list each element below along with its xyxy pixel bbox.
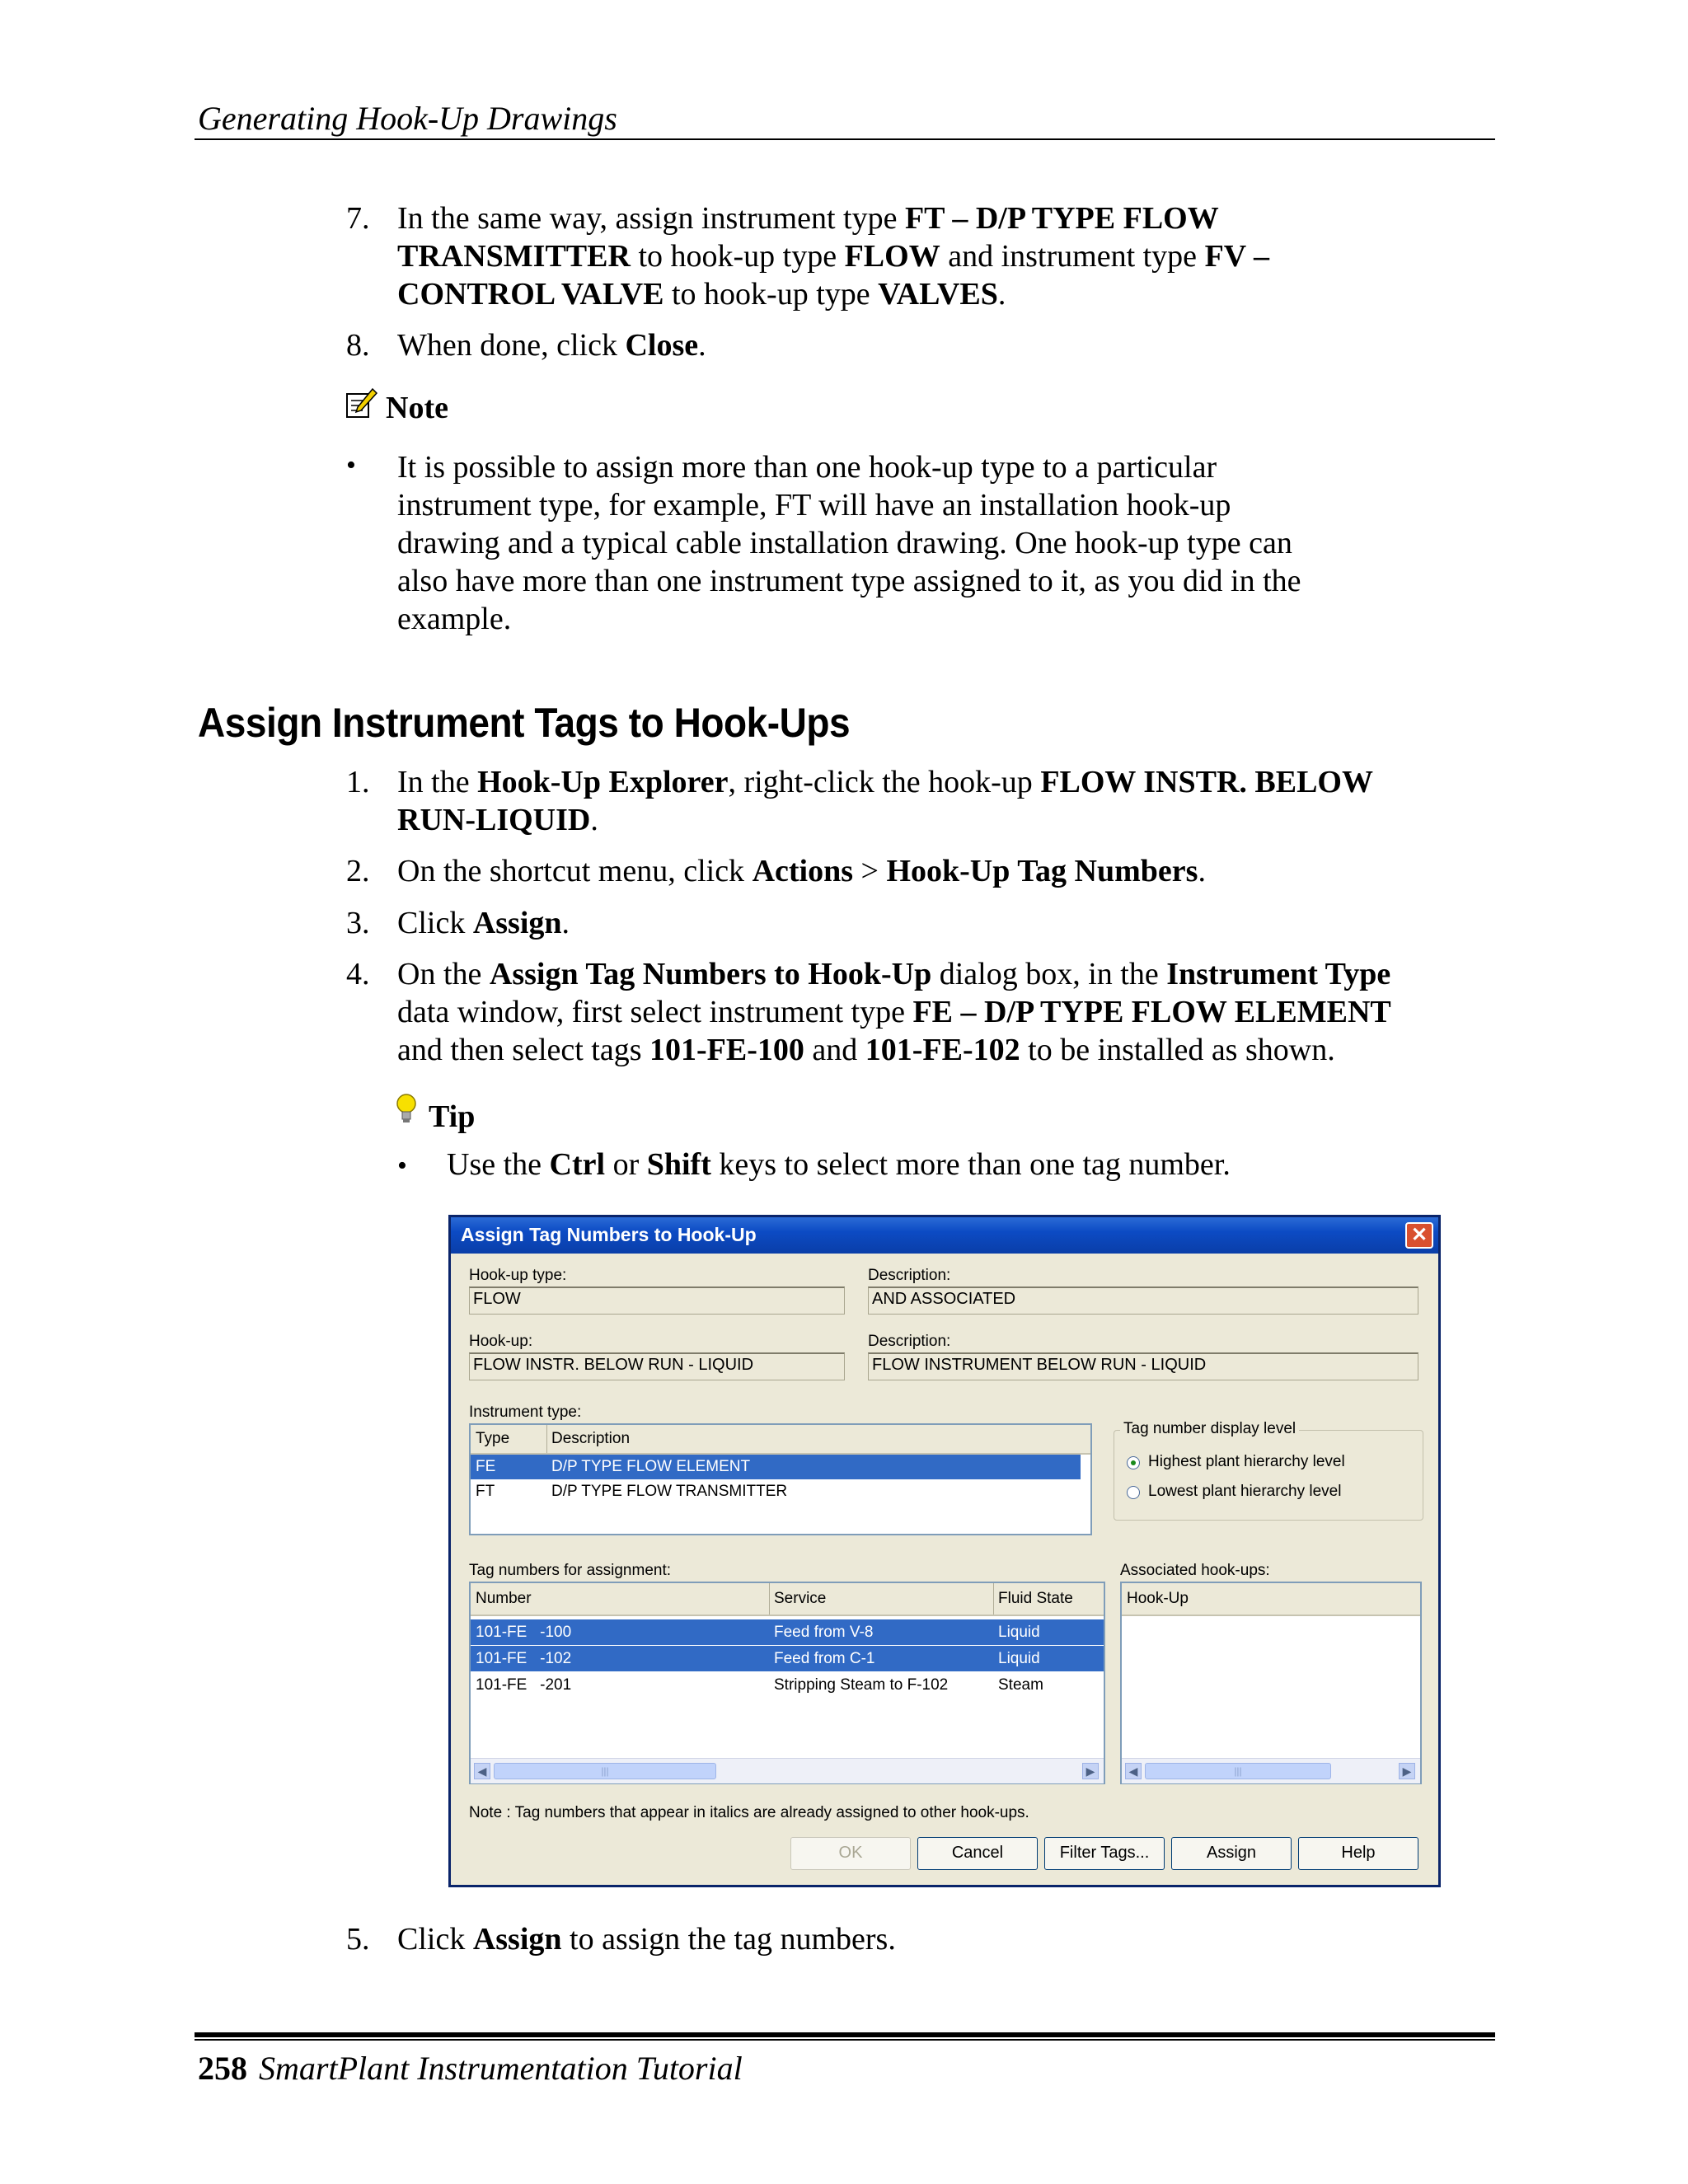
display-level-label: Tag number display level bbox=[1120, 1420, 1299, 1438]
text-run: Hook-Up Explorer bbox=[477, 765, 729, 799]
footer-rule-thin bbox=[195, 2039, 1495, 2041]
display-level-group bbox=[1114, 1430, 1423, 1521]
table-row[interactable] bbox=[471, 1619, 1104, 1645]
filter-tags-button[interactable]: Filter Tags... bbox=[1044, 1837, 1165, 1870]
tip-text bbox=[447, 1146, 1231, 1183]
section-heading: Assign Instrument Tags to Hook-Ups bbox=[198, 700, 851, 746]
step-number: 5. bbox=[346, 1922, 370, 1957]
text-run: and bbox=[804, 1033, 865, 1067]
tip-heading: Tip bbox=[429, 1099, 476, 1134]
instrument-description-cell: D/P TYPE FLOW ELEMENT bbox=[551, 1458, 751, 1475]
ok-button[interactable]: OK bbox=[790, 1837, 911, 1870]
note-heading: Note bbox=[386, 391, 448, 425]
text-run: FE – D/P TYPE FLOW ELEMENT bbox=[912, 995, 1391, 1029]
text-run: On the bbox=[397, 957, 490, 991]
instrument-row[interactable] bbox=[471, 1455, 1081, 1479]
text-run: FV – bbox=[1204, 239, 1270, 274]
text-run: On the shortcut menu, click bbox=[397, 854, 753, 888]
hookup-type-field[interactable]: FLOW bbox=[469, 1286, 845, 1315]
tag-service-cell: Stripping Steam to F-102 bbox=[774, 1676, 949, 1694]
note-bullet: • bbox=[346, 450, 356, 480]
text-run: keys to select more than one tag number. bbox=[710, 1147, 1231, 1182]
text-run: > bbox=[853, 854, 887, 888]
text-run: , right-click the hook-up bbox=[728, 765, 1041, 799]
instrument-type-cell: FE bbox=[476, 1458, 496, 1475]
text-run: Close bbox=[625, 328, 699, 363]
tag-fluid-cell: Liquid bbox=[998, 1650, 1040, 1667]
tip-bullet: • bbox=[397, 1151, 407, 1181]
hookup-field[interactable]: FLOW INSTR. BELOW RUN - LIQUID bbox=[469, 1352, 845, 1380]
radio-lowest-label: Lowest plant hierarchy level bbox=[1148, 1483, 1342, 1500]
text-run: to be installed as shown. bbox=[1020, 1033, 1335, 1067]
column-header-fluid-state[interactable]: Fluid State bbox=[998, 1590, 1073, 1607]
step-number: 4. bbox=[346, 957, 370, 991]
assoc-scroll-left-icon[interactable]: ◀ bbox=[1125, 1763, 1142, 1779]
text-run: . bbox=[997, 277, 1006, 312]
text-run: 101-FE-100 bbox=[649, 1033, 804, 1067]
text-run: or bbox=[605, 1147, 647, 1182]
assign-button[interactable]: Assign bbox=[1171, 1837, 1292, 1870]
text-run: dialog box, in the bbox=[931, 957, 1167, 991]
text-run: FLOW INSTR. BELOW bbox=[1040, 765, 1373, 799]
footer-rule bbox=[195, 2032, 1495, 2037]
help-button[interactable]: Help bbox=[1298, 1837, 1418, 1870]
instrument-type-grid[interactable] bbox=[469, 1423, 1092, 1535]
text-run: Assign Tag Numbers to Hook-Up bbox=[489, 957, 932, 991]
assoc-scroll-right-icon[interactable]: ▶ bbox=[1399, 1763, 1415, 1779]
instrument-type-label: Instrument type: bbox=[469, 1404, 582, 1421]
footer-title: SmartPlant Instrumentation Tutorial bbox=[259, 2050, 743, 2087]
text-run: Actions bbox=[752, 854, 854, 888]
text-run: 101-FE-102 bbox=[865, 1033, 1020, 1067]
step-line bbox=[397, 199, 1219, 237]
note-line: drawing and a typical cable installation drawing. One hook-up type can bbox=[397, 526, 1292, 560]
text-run: Ctrl bbox=[549, 1147, 606, 1182]
text-run: Instrument Type bbox=[1166, 957, 1391, 991]
tag-service-cell: Feed from V-8 bbox=[774, 1624, 874, 1641]
step-line bbox=[397, 275, 1006, 313]
radio-highest-level[interactable] bbox=[1127, 1456, 1140, 1469]
tag-number-cell: 101-FE -102 bbox=[476, 1650, 572, 1667]
note-line: also have more than one instrument type assigned to it, as you did in the bbox=[397, 564, 1301, 598]
text-run: In the same way, assign instrument type bbox=[397, 201, 905, 236]
step-line bbox=[397, 852, 1206, 890]
tag-number-cell: 101-FE -201 bbox=[476, 1676, 572, 1694]
text-run: data window, first select instrument type bbox=[397, 995, 913, 1029]
text-run: TRANSMITTER bbox=[397, 239, 631, 274]
step-line bbox=[397, 801, 598, 839]
step-line bbox=[397, 955, 1390, 993]
text-run: VALVES bbox=[878, 277, 998, 312]
cancel-button[interactable]: Cancel bbox=[917, 1837, 1038, 1870]
associated-hookups-label: Associated hook-ups: bbox=[1120, 1562, 1270, 1579]
assoc-grid-scrollbar[interactable] bbox=[1122, 1758, 1420, 1783]
page-number: 258 bbox=[198, 2050, 247, 2087]
text-run: Hook-Up Tag Numbers bbox=[886, 854, 1198, 888]
text-run: Assign bbox=[472, 1922, 562, 1957]
text-run: Use the bbox=[447, 1147, 550, 1182]
text-run: . bbox=[1198, 854, 1206, 888]
note-pencil-icon bbox=[345, 387, 377, 420]
description-label-2: Description: bbox=[868, 1333, 951, 1350]
tag-number-cell: 101-FE -100 bbox=[476, 1624, 572, 1641]
step-number: 1. bbox=[346, 765, 370, 799]
column-header-service[interactable]: Service bbox=[774, 1590, 827, 1607]
table-row[interactable] bbox=[471, 1646, 1104, 1671]
step-number: 8. bbox=[346, 328, 370, 363]
text-run: Assign bbox=[472, 906, 562, 940]
step-line bbox=[397, 763, 1373, 801]
text-run: to assign the tag numbers. bbox=[561, 1922, 896, 1957]
text-run: Click bbox=[397, 1922, 473, 1957]
radio-lowest-level[interactable] bbox=[1127, 1486, 1140, 1499]
text-run: . bbox=[561, 906, 570, 940]
text-run: and instrument type bbox=[940, 239, 1205, 274]
description-field-1[interactable]: AND ASSOCIATED bbox=[868, 1286, 1418, 1315]
step-line bbox=[397, 1031, 1335, 1069]
text-run: Click bbox=[397, 906, 473, 940]
column-header-number[interactable]: Number bbox=[476, 1590, 532, 1607]
step-number: 7. bbox=[346, 201, 370, 236]
note-line: It is possible to assign more than one hook-up type to a particular bbox=[397, 450, 1217, 485]
note-line: example. bbox=[397, 602, 512, 636]
header-rule bbox=[195, 138, 1495, 140]
text-run: to hook-up type bbox=[630, 239, 845, 274]
scroll-thumb[interactable]: ||| bbox=[494, 1763, 716, 1779]
tag-numbers-grid[interactable] bbox=[469, 1582, 1105, 1784]
text-run: When done, click bbox=[397, 328, 626, 363]
step-number: 2. bbox=[346, 854, 370, 888]
instrument-description-cell: D/P TYPE FLOW TRANSMITTER bbox=[551, 1483, 788, 1500]
assoc-scroll-thumb[interactable]: ||| bbox=[1145, 1763, 1331, 1779]
tag-fluid-cell: Liquid bbox=[998, 1624, 1040, 1641]
tag-numbers-label: Tag numbers for assignment: bbox=[469, 1562, 672, 1579]
step-line bbox=[397, 904, 570, 942]
instrument-type-cell: FT bbox=[476, 1483, 495, 1500]
table-row[interactable] bbox=[471, 1672, 1104, 1698]
text-run: to hook-up type bbox=[663, 277, 879, 312]
column-header-hookup[interactable]: Hook-Up bbox=[1127, 1590, 1189, 1607]
dialog-title: Assign Tag Numbers to Hook-Up bbox=[461, 1224, 757, 1245]
tag-service-cell: Feed from C-1 bbox=[774, 1650, 875, 1667]
scroll-left-icon[interactable]: ◀ bbox=[474, 1763, 490, 1779]
text-run: . bbox=[590, 803, 598, 837]
running-header: Generating Hook-Up Drawings bbox=[198, 100, 617, 137]
step-line bbox=[397, 326, 706, 364]
text-run: FT – D/P TYPE FLOW bbox=[904, 201, 1219, 236]
step-line bbox=[397, 237, 1269, 275]
step-line bbox=[397, 1920, 896, 1958]
text-run: CONTROL VALVE bbox=[397, 277, 664, 312]
step-number: 3. bbox=[346, 906, 370, 940]
text-run: Shift bbox=[646, 1147, 711, 1182]
step-line bbox=[397, 993, 1391, 1031]
text-run: . bbox=[698, 328, 706, 363]
column-header-description[interactable]: Description bbox=[551, 1430, 631, 1447]
text-run: RUN-LIQUID bbox=[397, 803, 591, 837]
tag-fluid-cell: Steam bbox=[998, 1676, 1043, 1694]
text-run: and then select tags bbox=[397, 1033, 650, 1067]
associated-hookups-grid[interactable] bbox=[1120, 1582, 1422, 1784]
assign-tag-numbers-dialog bbox=[448, 1215, 1441, 1887]
text-run: In the bbox=[397, 765, 478, 799]
close-button[interactable] bbox=[1405, 1222, 1433, 1249]
scroll-right-icon[interactable]: ▶ bbox=[1082, 1763, 1099, 1779]
description-field-2[interactable]: FLOW INSTRUMENT BELOW RUN - LIQUID bbox=[868, 1352, 1418, 1380]
hookup-label: Hook-up: bbox=[469, 1333, 533, 1350]
text-run: FLOW bbox=[844, 239, 940, 274]
dialog-note: Note : Tag numbers that appear in italics are already assigned to other hook-ups. bbox=[469, 1804, 1029, 1821]
lightbulb-icon bbox=[394, 1093, 419, 1126]
close-icon: ✕ bbox=[1410, 1224, 1428, 1246]
description-label-1: Description: bbox=[868, 1267, 951, 1284]
column-header-type[interactable]: Type bbox=[476, 1430, 510, 1447]
page-footer bbox=[198, 2049, 743, 2088]
hookup-type-label: Hook-up type: bbox=[469, 1267, 567, 1284]
tag-grid-scrollbar[interactable] bbox=[471, 1758, 1104, 1783]
radio-highest-label: Highest plant hierarchy level bbox=[1148, 1453, 1345, 1470]
note-line: instrument type, for example, FT will have an installation hook-up bbox=[397, 488, 1231, 523]
instrument-row[interactable] bbox=[471, 1479, 1081, 1504]
